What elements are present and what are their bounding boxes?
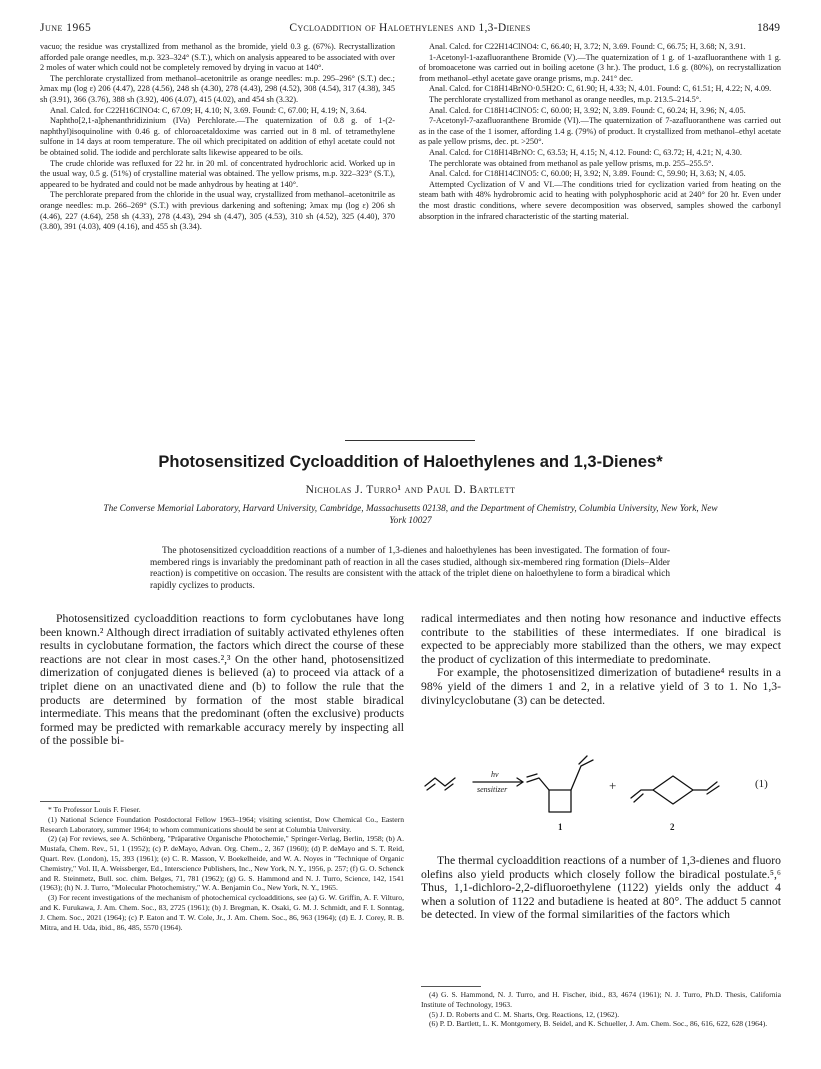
paragraph: Anal. Calcd. for C22H16ClNO4: C, 67.09; H, 4.10; N, 3.69. Found: C, 67.00; H, 4.19; N, 3.64. — [50, 105, 367, 115]
paragraph: Anal. Calcd. for C18H14BrNO·0.5H2O: C, 61.90; H, 4.33; N, 4.01. Found: C, 61.51; H, 4.22; N, 4.09. — [429, 84, 772, 94]
reaction-scheme-1 — [421, 752, 781, 844]
equation-number: (1) — [755, 778, 768, 790]
footnote: (2) (a) For reviews, see A. Schönberg, "Präparative Organische Photochemie," Springer-Verlag, Berlin, 1958; (b) A. Mustafa, Chem. Rev., 51, 1 (1952); (c) P. deMayo, Advan. Org. Chem., 2, 367 (1960); (d) P. deMayo and S. T. Reid, Quart. Rev. (London), 15, 393 (1961); (e) C. R. Masson, V. Boekelheide, and W. A. Noyes in "Technique of Organic Chemistry," Vol. II, A. Weissberger, Ed., Interscience Publishers, Inc., New York, N. Y., 1956, p. 257; (f) G. O. Schenck and R. Steinmetz, Bull. soc. chim. Belges, 71, 781 (1962); (g) G. S. Hammond and N. J. Turro, Science, 142, 1541 (1963); (h) N. J. Turro, "Molecular Photochemistry," W. A. Benjamin Co., New York, N. Y., 1965. — [40, 834, 404, 893]
paragraph: The perchlorate prepared from the chloride in the usual way, crystallized from methanol–acetonitrile as orange needles: m.p. 266–269° (S.T.) with previous darkening and softening; λmax mμ (log ε) 206 sh (4.46), 227 (4.64), 258 sh (4.33), 278 (4.43), 294 sh (4.47), 305 (4.53), 310 sh (4.52), 325 (4.40), 370 (3.80), 391 (4.03), 409 (4.16), and 455 sh (3.34). — [40, 190, 395, 232]
paragraph: For example, the photosensitized dimerization of butadiene⁴ results in a 98% yield of the dimers 1 and 2, in a relative yield of 3 to 1. No 1,3-divinylcyclobutane (3) can be detected. — [421, 666, 781, 707]
article-separator — [345, 440, 475, 441]
paragraph: Anal. Calcd. for C18H14ClNO5: C, 60.00; H, 3.92; N, 3.89. Found: C, 60.24; H, 3.96; N, 4.05. — [429, 105, 746, 115]
vinyl-double-bond-2b — [707, 786, 719, 794]
paragraph: Photosensitized cycloaddition reactions to form cyclobutanes have long been known.² Although direct irradiation of suitably activated ethylenes often results in cyclobutane formation, the factors which direct the course of these reactions are not clear in most cases.²,³ On the other hand, photosensitized dimerization of conjugated dienes is believed (a) to proceed via attack of a triplet diene on an unactivated diene and (b) to follow the rule that the products are determined by formation of the most stable biradical intermediate. This means that the predominant (often the exclusive) products formed may be predicted with remarkable accuracy merely by inspecting all of the possible bi- — [40, 612, 404, 748]
vinyl-group-1a — [571, 760, 593, 790]
arrow-label-sensitizer: sensitizer — [477, 785, 508, 794]
paragraph: The perchlorate crystallized from methanol–acetonitrile as orange needles: m.p. 295–296° (S.T.) dec.; λmax mμ (log ε) 206 (4.47), 228 (4.56), 248 sh (4.30), 278 (4.43), 298 (4.52), 308 (4.54), 317 (4.38), 345 sh (3.91), 366 (3.76), 388 sh (3.92), 406 (4.07), 415 (4.02), and 454 sh (3.32). — [40, 73, 395, 104]
butadiene-double-bond-left — [427, 784, 435, 790]
body-right-column-continued — [421, 854, 781, 922]
article-title: Photosensitized Cycloaddition of Haloethylenes and 1,3-Dienes* — [158, 453, 663, 471]
paragraph: Naphtho[2,1-a]phenanthridizinium (IVa) Perchlorate.—The quaternization of 0.8 g. of 1-(2-naphthyl)isoquinoline with 0.46 g. of chloroacetaldoxime was carried out in 8 ml. of tetramethylene sulfone in 14 days at room temperature. The oil which precipitated on addition of ethyl acetate could not be obtained solid. The iodide and perchlorate salts likewise appeared to be oils. — [40, 116, 395, 157]
footnote-rule — [40, 801, 100, 802]
vinyl-group-1b — [527, 778, 549, 790]
body-left-column — [40, 612, 404, 748]
paragraph: radical intermediates and then noting how resonance and inductive effects contribute to the stabilities of these intermediates. If one biradical is expected to be appreciably more stabilized than the others, we may expect the product of cyclization of this intermediate to predominate. — [421, 612, 781, 666]
footnotes-right — [421, 990, 781, 1029]
cyclobutane-ring-1 — [549, 790, 571, 812]
paragraph: The thermal cycloaddition reactions of a number of 1,3-dienes and fluoro olefins also yield products which closely follow the biradical postulate.⁵,⁶ Thus, 1,1-dichloro-2,2-difluoroethylene (1122) yields only the adduct 4 when a solution of 1122 and butadiene is heated at 80°. The adduct 5 cannot be detected. In view of the formal similarities of the factors which — [421, 854, 781, 922]
footnotes-left — [40, 805, 404, 932]
paragraph: 1-Acetonyl-1-azafluoranthene Bromide (V).—The quaternization of 1 g. of 1-azafluoranthene with 1 g. of bromoacetone was carried out in boiling acetone (3 hr.). The product, 1.6 g. (80%), on recrystallization from methanol–ethyl acetate gave orange prisms, m.p. 241° dec. — [419, 52, 781, 83]
footnote: (5) J. D. Roberts and C. M. Sharts, Org. Reactions, 12, (1962). — [429, 1009, 620, 1019]
cyclobutane-ring-2 — [653, 776, 693, 804]
page-number: 1849 — [757, 22, 780, 34]
article-affiliation: The Converse Memorial Laboratory, Harvard University, Cambridge, Massachusetts 02138, and the Department of Chemistry, Columbia University, New York, New York 10027 — [103, 504, 718, 526]
paragraph: 7-Acetonyl-7-azafluoranthene Bromide (VI).—The quaternization of 7-azafluoranthene was carried out as in the case of the 1 isomer, affording 1.4 g. (79%) of product. It crystallized from methanol–ethyl acetate as pale yellow prisms, dec. pt. >250°. — [419, 116, 781, 147]
plus-sign: + — [609, 778, 617, 793]
reaction-scheme-drawing — [421, 752, 781, 844]
article-abstract: The photosensitized cycloaddition reactions of a number of 1,3-dienes and haloethylenes has been investigated. The formation of four-membered rings is invariably the predominant path of reaction in all the cases studied, although six-membered ring formation (Diels–Alder reaction) is competitive on occasion. The results are consistent with the attack of the triplet diene on haloethylene to form a biradical which rapidly cyclizes to products. — [150, 546, 670, 591]
paragraph: Anal. Calcd. for C18H14ClNO5: C, 60.00; H, 3.92; N, 3.89. Found: C, 59.90; H, 3.63; N, 4.05. — [429, 169, 746, 179]
vinyl-double-bond-1a — [579, 756, 587, 764]
paragraph: Attempted Cyclization of V and VI.—The conditions tried for cyclization varied from heating on the steam bath with 48% hydrobromic acid to heating with polyphosphoric acid at 240° for 20 hr. Even under the most drastic conditions, where severe decomposition was observed, samples showed the carbonyl absorption in the infrared characteristic of the starting material. — [419, 179, 781, 221]
vinyl-double-bond-1b — [527, 774, 537, 777]
body-right-column — [421, 612, 781, 707]
previous-article-left-column — [40, 42, 395, 233]
paragraph: Anal. Calcd. for C22H14ClNO4: C, 66.40; H, 3.72; N, 3.69. Found: C, 66.75; H, 3.68; N, 3.91. — [429, 42, 746, 51]
paragraph: The crude chloride was refluxed for 22 hr. in 20 ml. of concentrated hydrochloric acid. Worked up in the usual way, 0.5 g. (51%) of crystalline material was obtained. The yellow prisms, m.p. 322–323° (S.T.), appeared to be hydrated and could not be made anhydrous by heating at 140°. — [40, 158, 395, 189]
header-date: June 1965 — [40, 22, 92, 34]
arrow-label-light: hν — [491, 770, 499, 779]
header-title: Cycloaddition of Haloethylenes and 1,3-Dienes — [289, 22, 531, 34]
running-header — [40, 22, 780, 38]
article-authors: Nicholas J. Turro¹ and Paul D. Bartlett — [305, 484, 516, 496]
paragraph: Anal. Calcd. for C18H14BrNO: C, 63.53; H, 4.15; N, 4.12. Found: C, 63.72; H, 4.21; N, 4.30. — [429, 147, 742, 157]
footnote: * To Professor Louis F. Fieser. — [48, 805, 141, 814]
paragraph: The perchlorate was obtained from methanol as pale yellow prisms, m.p. 255–255.5°. — [429, 158, 714, 168]
paragraph: vacuo; the residue was crystallized from methanol as the bromide, yield 0.3 g. (67%). Recrystallization afforded pale orange needles, m.p. 323–324° (S.T.), which on analysis appeared to be associated with over 2 moles of water which could not be completely removed by drying in vacuo at 140°. — [40, 42, 395, 73]
footnote: (1) National Science Foundation Postdoctoral Fellow 1963–1964; visiting scientist, Dow Chemical Co., Eastern Research Laboratory, summer 1964; to whom communications should be sent at Columbia University. — [40, 814, 404, 834]
paragraph: The perchlorate crystallized from methanol as orange needles, m.p. 213.5–214.5°. — [429, 94, 702, 104]
footnote: (4) G. S. Hammond, N. J. Turro, and H. Fischer, ibid., 83, 4674 (1961); N. J. Turro, Ph.D. Thesis, California Institute of Technology, 1963. — [421, 990, 781, 1009]
compound-label-2: 2 — [670, 822, 675, 832]
footnote-rule — [421, 986, 481, 987]
vinyl-group-2a — [631, 790, 653, 798]
butadiene-structure — [425, 778, 455, 786]
vinyl-group-2b — [693, 782, 717, 790]
footnote: (3) For recent investigations of the mechanism of photochemical cycloadditions, see (a) G. W. Griffin, A. F. Vilturo, and K. Furukawa, J. Am. Chem. Soc., 83, 2725 (1961); (b) J. Bregman, K. Osaki, G. M. J. Schmidt, and F. I. Sonntag, J. Chem. Soc., 2021 (1964); (c) P. Eaton and T. W. Cole, Jr., J. Am. Chem. Soc., 86, 963 (1964); (d) E. J. Corey, R. B. Mitra, and H. Uda, ibid., 86, 485, 5570 (1964). — [40, 893, 404, 932]
compound-label-1: 1 — [558, 822, 563, 832]
footnote: (6) P. D. Bartlett, L. K. Montgomery, B. Seidel, and K. Schueller, J. Am. Chem. Soc., 86, 616, 622, 628 (1964). — [429, 1019, 768, 1029]
previous-article-right-column — [419, 42, 781, 222]
